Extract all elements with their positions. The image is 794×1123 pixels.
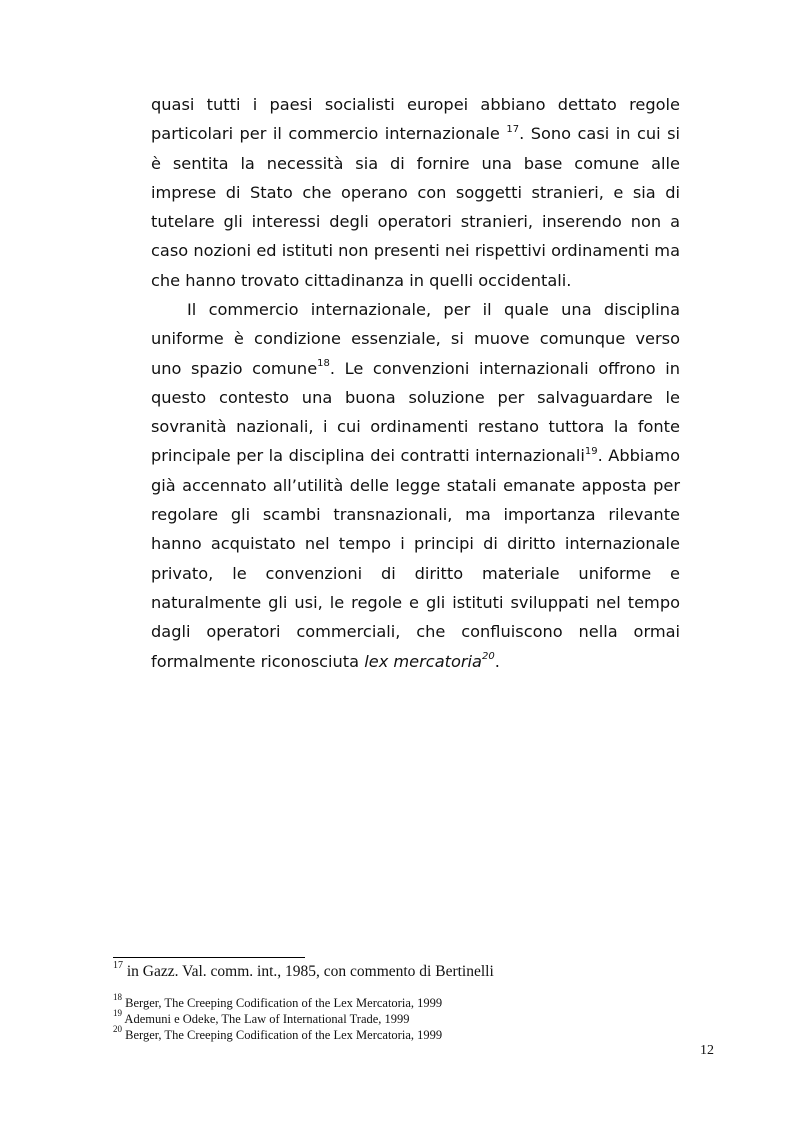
footnote-number: 19 <box>113 1007 122 1018</box>
paragraph-text: Il commercio internazionale, per il quale una disciplina uniforme è condizione essenziale, si muove comunque verso uno spazio comune <box>151 300 680 378</box>
footnote-18 <box>113 991 443 1011</box>
paragraph-text: . Le convenzioni internazionali offrono in questo contesto una buona soluzione per salvaguardare le sovranità nazionali, i cui ordinamenti restano tuttora la fonte principale per la disciplina dei contratti internazionali <box>151 358 680 466</box>
body-paragraph-1 <box>151 90 680 295</box>
footnote-20 <box>113 1023 443 1043</box>
footnote-number: 18 <box>113 991 122 1002</box>
page-number: 12 <box>700 1043 714 1058</box>
paragraph-text: . <box>494 651 500 671</box>
paragraph-text: quasi tutti i paesi socialisti europei abbiano dettato regole particolari per il commercio internazionale <box>151 95 680 144</box>
footnote-ref-19[interactable]: 19 <box>584 446 598 458</box>
footnote-ref-20[interactable]: 20 <box>481 651 495 663</box>
footnote-19 <box>113 1007 410 1027</box>
footnote-text: Ademuni e Odeke, The Law of International Trade, 1999 <box>122 1012 410 1026</box>
footnote-text: in Gazz. Val. comm. int., 1985, con commento di Bertinelli <box>123 963 494 980</box>
footnote-text: Berger, The Creeping Codification of the Lex Mercatoria, 1999 <box>122 1028 443 1042</box>
footnote-ref-17[interactable]: 17 <box>506 123 520 135</box>
italic-term: lex mercatoria <box>364 651 482 671</box>
paragraph-text: . Sono casi in cui si è sentita la necessità sia di fornire una base comune alle imprese di Stato che operano con soggetti stranieri, e sia di tutelare gli interessi degli operatori stranieri, inserendo non a caso nozioni ed istituti non presenti nei rispettivi ordinamenti ma che hanno trovato cittadinanza in quelli occidentali. <box>151 124 680 290</box>
footnote-text: Berger, The Creeping Codification of the Lex Mercatoria, 1999 <box>122 996 443 1010</box>
footnote-separator <box>113 957 305 958</box>
footnote-17 <box>113 959 494 981</box>
body-paragraph-2 <box>151 295 680 676</box>
footnote-ref-18[interactable]: 18 <box>317 358 330 370</box>
footnote-number: 17 <box>113 959 123 971</box>
footnote-number: 20 <box>113 1023 122 1034</box>
paragraph-text: . Abbiamo già accennato all’utilità delle legge statali emanate apposta per regolare gli scambi transnazionali, ma importanza rilevante hanno acquistato nel tempo i principi di diritto internazionale privato, le convenzioni di diritto materiale uniforme e naturalmente gli usi, le regole e gli istituti sviluppati nel tempo dagli operatori commerciali, che confluiscono nella ormai formalmente riconosciuta <box>151 446 680 671</box>
